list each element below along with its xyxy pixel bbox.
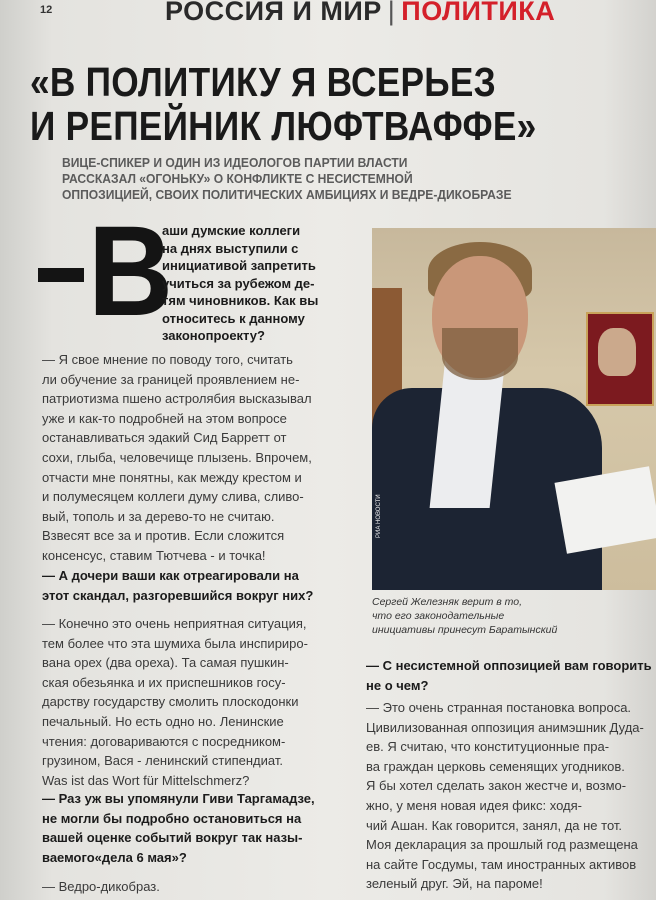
page-number: 12 — [40, 4, 53, 16]
answer-2 — [42, 614, 350, 790]
section-separator: | — [387, 0, 396, 26]
text-line: Я бы хотел сделать закон жестче и, возмо- — [366, 778, 627, 794]
text-line: ваемого«дела 6 мая»? — [42, 849, 187, 865]
text-line: чий Ашан. Как говорится, занял, да не тот. — [366, 817, 623, 833]
text-line: жно, у меня новая идея фикс: ходя- — [366, 797, 582, 813]
text-line: дарству государству смолить плоскодонки — [42, 694, 299, 710]
text-line: — Раз уж вы упомянули Гиви Таргамадзе, — [42, 791, 315, 806]
text-line: — Ведро-дикобраз. — [42, 879, 160, 894]
text-line: аши думские коллеги — [162, 223, 301, 238]
section-header — [165, 0, 555, 27]
photo-credit: РИА НОВОСТИ — [376, 494, 382, 538]
text-line: ва граждан церковь семенящих угодников. — [366, 758, 625, 774]
text-line: ев. Я считаю, что конституционные пра- — [366, 739, 610, 755]
text-line: — Я свое мнение по поводу того, считать — [42, 352, 293, 367]
text-line: тем более что эта шумиха была инспириро- — [42, 635, 308, 651]
text-line: относитесь к данному — [162, 310, 305, 326]
text-line: чтения: договариваются с посредником- — [42, 733, 286, 749]
dropcap-dash — [38, 268, 84, 282]
text-line: — А дочери ваши как отреагировали на — [42, 568, 299, 583]
headline-line: И РЕПЕЙНИК ЛЮФТВАФФЕ» — [30, 103, 537, 149]
text-line: — С несистемной оппозицией вам говорить — [366, 658, 652, 673]
headline — [30, 60, 546, 148]
text-line: этот скандал, разгоревшийся вокруг них? — [42, 587, 314, 603]
answer-4 — [366, 698, 656, 894]
text-line: тям чиновников. Как вы — [162, 293, 319, 308]
text-line: не могли бы подробно остановиться на — [42, 810, 302, 826]
text-line: патриотизма пшено астролябия высказывал — [42, 391, 312, 407]
text-line: сохи, глыба, человечище плызень. Впрочем, — [42, 449, 312, 465]
photo-papers — [554, 466, 656, 554]
text-line: Цивилизованная оппозиция анимэшник Дуда- — [366, 719, 644, 735]
section-left: РОССИЯ И МИР — [165, 0, 382, 26]
text-line: Взвесят все за и против. Если сложится — [42, 528, 285, 544]
text-line: грузином, Вася - ленинский стипендиат. — [42, 753, 283, 769]
text-line: — Конечно это очень неприятная ситуация, — [42, 616, 307, 631]
text-line: что его законодательные — [372, 610, 505, 622]
text-line: ли обучение за границей проявлением не- — [42, 371, 300, 387]
photo-beard — [442, 328, 518, 380]
text-line: законопроекту? — [162, 328, 265, 343]
text-line: учиться за рубежом де- — [162, 275, 315, 291]
text-line: консенсус, ставим Тютчева - и точка! — [42, 547, 266, 563]
text-line: на сайте Госдумы, там иностранных активов — [366, 856, 637, 872]
text-line: ская обезьянка и их приспешников госу- — [42, 674, 286, 690]
text-line: уже и как-то подробней на этом вопросе — [42, 410, 287, 426]
question-3 — [42, 789, 350, 867]
text-line: вашей оценке событий вокруг так назы- — [42, 830, 303, 846]
text-line: Моя декларация за прошлый год размещена — [366, 837, 638, 853]
headline-line: «В ПОЛИТИКУ Я ВСЕРЬЕЗ — [30, 59, 496, 105]
section-right: ПОЛИТИКА — [401, 0, 556, 26]
lead-line: ОППОЗИЦИЕЙ, СВОИХ ПОЛИТИЧЕСКИХ АМБИЦИЯХ И ВЕДРЕ-ДИКОБРАЗЕ — [62, 187, 512, 202]
photo-caption — [372, 595, 652, 637]
question-4 — [366, 656, 656, 695]
photo-eagle-emblem — [598, 328, 636, 376]
text-line: отчасти мне понятны, как между крестом и — [42, 469, 302, 485]
portrait-photo — [372, 228, 656, 590]
text-line: не о чем? — [366, 677, 429, 693]
lead-paragraph — [62, 155, 583, 203]
text-line: вана орех (два ореха). Та самая пушкин- — [42, 655, 289, 671]
question-1 — [162, 222, 342, 345]
answer-3 — [42, 877, 350, 897]
question-2 — [42, 566, 350, 605]
text-line: инициативы принесут Баратынский — [372, 624, 558, 636]
text-line: Сергей Железняк верит в то, — [372, 596, 523, 608]
text-line: и полумесяцем коллеги думу слива, сливо- — [42, 489, 304, 505]
text-line: печальный. Но есть одно но. Ленинские — [42, 713, 284, 729]
lead-line: РАССКАЗАЛ «ОГОНЬКУ» О КОНФЛИКТЕ С НЕСИСТЕМНОЙ — [62, 171, 413, 186]
text-line: зеленый друг. Эй, на пароме! — [366, 876, 543, 892]
lead-line: ВИЦЕ-СПИКЕР И ОДИН ИЗ ИДЕОЛОГОВ ПАРТИИ ВЛАСТИ — [62, 155, 408, 170]
dropcap-letter: В — [88, 200, 174, 343]
text-line: инициативой запретить — [162, 258, 316, 273]
text-line: — Это очень странная постановка вопроса. — [366, 700, 632, 715]
text-line: на днях выступили с — [162, 240, 299, 256]
answer-1 — [42, 350, 350, 566]
text-line: Was ist das Wort für Mittelschmerz? — [42, 772, 250, 788]
text-line: вый, тополь и за дерево-то не считаю. — [42, 508, 275, 524]
text-line: останавливаться эдакий Сид Барретт от — [42, 430, 287, 446]
